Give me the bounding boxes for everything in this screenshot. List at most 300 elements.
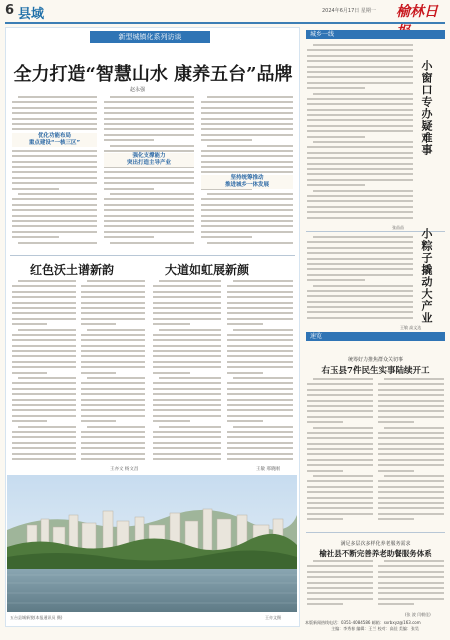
text-line bbox=[307, 295, 413, 297]
text-line bbox=[227, 323, 263, 325]
text-line bbox=[207, 145, 293, 147]
text-line bbox=[12, 150, 97, 152]
text-line bbox=[378, 389, 444, 391]
text-line bbox=[12, 302, 76, 304]
text-line bbox=[201, 215, 293, 217]
text-line bbox=[81, 312, 145, 314]
text-line bbox=[307, 157, 413, 159]
text-line bbox=[378, 400, 444, 402]
text-line bbox=[378, 443, 444, 445]
text-line bbox=[307, 405, 373, 407]
text-line bbox=[307, 410, 373, 412]
text-line bbox=[12, 345, 76, 347]
series-banner: 新型城镇化系列访谈 bbox=[90, 31, 210, 43]
story3-text-col-1 bbox=[153, 280, 221, 465]
text-line bbox=[227, 447, 293, 449]
text-line bbox=[227, 334, 293, 336]
text-line bbox=[81, 334, 145, 336]
text-line bbox=[153, 372, 190, 374]
text-line bbox=[307, 60, 413, 62]
text-line bbox=[201, 118, 293, 120]
text-line bbox=[378, 507, 444, 509]
brief1-kicker: 统筹好力推焦群众关切事 bbox=[347, 357, 403, 363]
text-line bbox=[307, 125, 413, 127]
text-line bbox=[378, 480, 444, 482]
text-line bbox=[201, 225, 293, 227]
text-line bbox=[12, 296, 76, 298]
text-line bbox=[313, 236, 413, 238]
text-line bbox=[81, 285, 145, 287]
text-line bbox=[307, 241, 413, 243]
text-line bbox=[153, 361, 221, 363]
text-line bbox=[18, 426, 76, 428]
brief2-kicker: 满足多层次多样化养老服务需求 bbox=[340, 541, 411, 547]
text-line bbox=[12, 107, 97, 109]
text-line bbox=[378, 416, 444, 418]
text-line bbox=[104, 215, 194, 217]
text-line bbox=[313, 427, 373, 429]
text-line bbox=[12, 388, 76, 390]
text-line bbox=[12, 339, 76, 341]
text-line bbox=[307, 247, 413, 249]
text-line bbox=[313, 141, 413, 143]
text-line bbox=[378, 448, 444, 450]
text-line bbox=[12, 123, 97, 125]
text-line bbox=[227, 372, 263, 374]
text-line bbox=[227, 296, 293, 298]
text-line bbox=[307, 163, 413, 165]
brief2-text-col-1 bbox=[307, 560, 373, 612]
text-line bbox=[153, 431, 221, 433]
text-line bbox=[12, 458, 76, 460]
text-line bbox=[12, 101, 97, 103]
text-line bbox=[307, 279, 365, 281]
brief1-text-col-1 bbox=[307, 378, 373, 528]
text-line bbox=[12, 188, 59, 190]
text-line bbox=[12, 128, 97, 130]
text-line bbox=[153, 355, 221, 357]
text-line bbox=[307, 513, 373, 515]
text-line bbox=[378, 464, 444, 466]
text-line bbox=[307, 173, 413, 175]
issue-date: 2024年6月17日 星期一 bbox=[322, 8, 376, 14]
text-line bbox=[307, 582, 373, 584]
text-line bbox=[233, 280, 293, 282]
text-line bbox=[378, 486, 444, 488]
text-line bbox=[384, 427, 444, 429]
text-line bbox=[153, 334, 221, 336]
text-line bbox=[104, 101, 194, 103]
text-line bbox=[12, 112, 97, 114]
text-line bbox=[201, 171, 293, 173]
text-line bbox=[201, 231, 293, 233]
text-line bbox=[307, 179, 413, 181]
text-line bbox=[153, 302, 221, 304]
text-line bbox=[104, 150, 194, 152]
text-line bbox=[12, 285, 76, 287]
text-line bbox=[12, 323, 47, 325]
text-line bbox=[153, 420, 190, 422]
text-line bbox=[12, 355, 76, 357]
text-line bbox=[153, 388, 221, 390]
text-line bbox=[18, 242, 97, 244]
text-line bbox=[110, 96, 194, 98]
page-number: 6 bbox=[5, 3, 15, 18]
text-line bbox=[307, 130, 413, 132]
text-line bbox=[227, 393, 293, 395]
text-line bbox=[307, 136, 365, 138]
text-line bbox=[12, 118, 97, 120]
text-line bbox=[307, 443, 373, 445]
text-line bbox=[104, 209, 194, 211]
brief1-headline[interactable]: 右玉县7件民生实事陆续开工 bbox=[321, 366, 430, 376]
text-line bbox=[153, 447, 221, 449]
text-line bbox=[378, 582, 444, 584]
text-line bbox=[81, 404, 145, 406]
text-line bbox=[81, 447, 145, 449]
text-line bbox=[307, 603, 343, 605]
subhead-layout: 优化功能布局 重点建设“一核三区” bbox=[12, 133, 97, 147]
text-line bbox=[207, 242, 293, 244]
text-line bbox=[227, 291, 293, 293]
text-line bbox=[307, 497, 373, 499]
text-line bbox=[201, 155, 293, 157]
text-line bbox=[227, 409, 293, 411]
text-line bbox=[378, 565, 444, 567]
text-line bbox=[313, 475, 373, 477]
text-line bbox=[307, 195, 413, 197]
text-line bbox=[104, 118, 194, 120]
text-line bbox=[12, 209, 97, 211]
text-line bbox=[307, 470, 343, 472]
text-line bbox=[104, 123, 194, 125]
text-line bbox=[378, 383, 444, 385]
text-line bbox=[153, 399, 221, 401]
text-line bbox=[201, 134, 293, 136]
text-line bbox=[201, 123, 293, 125]
text-line bbox=[104, 236, 154, 238]
text-line bbox=[307, 571, 373, 573]
text-line bbox=[12, 215, 97, 217]
text-line bbox=[12, 177, 97, 179]
text-line bbox=[307, 258, 413, 260]
text-line bbox=[201, 139, 252, 141]
text-line bbox=[307, 71, 413, 73]
text-line bbox=[12, 307, 76, 309]
right-story2-title[interactable]: 小粽子撬动大产业 bbox=[420, 228, 433, 324]
text-line bbox=[378, 459, 444, 461]
text-line bbox=[153, 345, 221, 347]
text-line bbox=[104, 231, 194, 233]
text-line bbox=[307, 152, 413, 154]
text-line bbox=[307, 206, 413, 208]
text-line bbox=[153, 307, 221, 309]
text-line bbox=[12, 361, 76, 363]
text-line bbox=[153, 458, 221, 460]
text-line bbox=[378, 491, 444, 493]
text-line bbox=[104, 225, 194, 227]
story-red-soil-title[interactable]: 红色沃土谱新韵 bbox=[30, 263, 115, 277]
text-line bbox=[227, 453, 293, 455]
briefs-header bbox=[306, 332, 445, 341]
text-line bbox=[81, 458, 145, 460]
text-line bbox=[227, 361, 293, 363]
section-divider bbox=[10, 255, 295, 256]
story-road-title[interactable]: 大道如虹展新颜 bbox=[165, 263, 250, 277]
text-line bbox=[307, 491, 373, 493]
text-line bbox=[307, 437, 373, 439]
story2-text-col-2 bbox=[81, 280, 145, 465]
text-line bbox=[104, 112, 194, 114]
text-line bbox=[153, 291, 221, 293]
text-line bbox=[201, 128, 293, 130]
text-line bbox=[227, 302, 293, 304]
text-line bbox=[307, 109, 413, 111]
text-line bbox=[104, 177, 194, 179]
text-line bbox=[81, 436, 145, 438]
text-line bbox=[378, 410, 444, 412]
text-line bbox=[12, 220, 97, 222]
text-line bbox=[104, 220, 194, 222]
text-line bbox=[104, 139, 154, 141]
page-footer bbox=[305, 620, 445, 632]
text-line bbox=[307, 168, 413, 170]
right-story1-author: 张苗苗 bbox=[392, 225, 404, 230]
text-line bbox=[227, 350, 293, 352]
text-line bbox=[307, 98, 413, 100]
text-line bbox=[227, 399, 293, 401]
text-line bbox=[378, 394, 444, 396]
text-line bbox=[227, 355, 293, 357]
photo-credit: 王亦文摄 bbox=[265, 615, 281, 620]
text-line bbox=[81, 302, 145, 304]
text-line bbox=[12, 453, 76, 455]
brief2-text-col-2 bbox=[378, 560, 444, 612]
text-line bbox=[87, 329, 145, 331]
text-line bbox=[87, 377, 145, 379]
text-line bbox=[227, 420, 263, 422]
text-line bbox=[227, 431, 293, 433]
text-line bbox=[153, 350, 221, 352]
text-line bbox=[12, 166, 97, 168]
right-story1-text bbox=[307, 44, 413, 224]
text-line bbox=[12, 420, 47, 422]
text-line bbox=[12, 171, 97, 173]
text-line bbox=[307, 389, 373, 391]
text-line bbox=[81, 409, 145, 411]
text-line bbox=[378, 502, 444, 504]
text-line bbox=[153, 296, 221, 298]
text-line bbox=[307, 464, 373, 466]
text-line bbox=[153, 404, 221, 406]
text-line bbox=[201, 166, 293, 168]
text-line bbox=[81, 431, 145, 433]
text-line bbox=[81, 399, 145, 401]
text-line bbox=[201, 209, 293, 211]
text-line bbox=[81, 355, 145, 357]
text-line bbox=[153, 285, 221, 287]
text-line bbox=[313, 285, 413, 287]
text-line bbox=[104, 204, 194, 206]
text-line bbox=[307, 400, 373, 402]
text-line bbox=[12, 161, 97, 163]
text-line bbox=[227, 436, 293, 438]
text-line bbox=[104, 128, 194, 130]
text-line bbox=[201, 198, 293, 200]
text-line bbox=[307, 416, 373, 418]
text-line bbox=[378, 497, 444, 499]
right-section-header bbox=[306, 30, 445, 39]
text-line bbox=[110, 242, 194, 244]
text-line bbox=[307, 480, 373, 482]
text-line bbox=[12, 198, 97, 200]
section-name: 县域 bbox=[18, 7, 45, 22]
text-line bbox=[110, 193, 194, 195]
text-line bbox=[201, 204, 293, 206]
text-line bbox=[313, 44, 413, 46]
text-line bbox=[378, 453, 444, 455]
text-line bbox=[18, 193, 97, 195]
text-line bbox=[378, 470, 414, 472]
text-line bbox=[12, 399, 76, 401]
text-line bbox=[12, 291, 76, 293]
text-line bbox=[307, 217, 413, 219]
text-line bbox=[307, 394, 373, 396]
right-story2-text bbox=[307, 236, 413, 326]
text-line bbox=[378, 592, 444, 594]
text-line bbox=[307, 252, 413, 254]
lead-text-col-2 bbox=[104, 96, 194, 251]
text-line bbox=[227, 366, 293, 368]
text-line bbox=[227, 458, 293, 460]
photo-caption: 五台县城新貌(本报通讯员 摄) bbox=[10, 615, 63, 620]
text-line bbox=[307, 453, 373, 455]
text-line bbox=[81, 339, 145, 341]
text-line bbox=[104, 107, 194, 109]
text-line bbox=[233, 329, 293, 331]
text-line bbox=[207, 193, 293, 195]
text-line bbox=[153, 436, 221, 438]
city-photo[interactable] bbox=[7, 475, 297, 612]
text-line bbox=[81, 382, 145, 384]
brief2-headline[interactable]: 榆社县不断完善养老助餐服务体系 bbox=[319, 549, 432, 558]
text-line bbox=[12, 366, 76, 368]
text-line bbox=[201, 161, 293, 163]
story3-author: 王敏 邢晓刚 bbox=[256, 467, 280, 472]
text-line bbox=[307, 200, 413, 202]
text-line bbox=[159, 426, 221, 428]
briefs-title: 速览 bbox=[310, 333, 323, 340]
text-line bbox=[307, 448, 373, 450]
text-line bbox=[104, 188, 154, 190]
text-line bbox=[81, 323, 116, 325]
text-line bbox=[313, 190, 413, 192]
text-line bbox=[153, 442, 221, 444]
text-line bbox=[307, 55, 413, 57]
text-line bbox=[378, 571, 444, 573]
text-line bbox=[378, 405, 444, 407]
text-line bbox=[159, 280, 221, 282]
text-line bbox=[87, 426, 145, 428]
text-line bbox=[12, 447, 76, 449]
text-line bbox=[227, 318, 293, 320]
text-line bbox=[18, 329, 76, 331]
text-line bbox=[201, 220, 293, 222]
subhead-industry: 强化支撑能力 突出打造主导产业 bbox=[104, 153, 194, 167]
text-line bbox=[313, 93, 413, 95]
text-line bbox=[378, 513, 444, 515]
text-line bbox=[227, 404, 293, 406]
lead-byline: 赵永强 bbox=[130, 87, 146, 93]
text-line bbox=[227, 312, 293, 314]
text-line bbox=[81, 307, 145, 309]
text-line bbox=[81, 296, 145, 298]
text-line bbox=[104, 198, 194, 200]
text-line bbox=[307, 49, 413, 51]
right-story1-title[interactable]: 小窗口专办疑难事 bbox=[420, 60, 433, 156]
text-line bbox=[233, 377, 293, 379]
text-line bbox=[153, 366, 221, 368]
text-line bbox=[12, 225, 97, 227]
text-line bbox=[12, 236, 59, 238]
text-line bbox=[307, 146, 413, 148]
text-line bbox=[201, 107, 293, 109]
text-line bbox=[153, 312, 221, 314]
text-line bbox=[18, 377, 76, 379]
text-line bbox=[12, 436, 76, 438]
text-line bbox=[12, 372, 47, 374]
text-line bbox=[378, 587, 444, 589]
text-line bbox=[378, 603, 414, 605]
text-line bbox=[81, 361, 145, 363]
text-line bbox=[81, 393, 145, 395]
text-line bbox=[384, 475, 444, 477]
text-line bbox=[81, 420, 116, 422]
text-line bbox=[201, 112, 293, 114]
text-line bbox=[307, 507, 373, 509]
text-line bbox=[153, 415, 221, 417]
lead-text-col-3 bbox=[201, 96, 293, 251]
text-line bbox=[227, 345, 293, 347]
text-line bbox=[12, 442, 76, 444]
text-line bbox=[307, 263, 413, 265]
text-line bbox=[307, 518, 343, 520]
text-line bbox=[153, 409, 221, 411]
text-line bbox=[81, 388, 145, 390]
text-line bbox=[81, 372, 116, 374]
text-line bbox=[307, 576, 373, 578]
text-line bbox=[307, 211, 413, 213]
text-line bbox=[307, 587, 373, 589]
text-line bbox=[159, 329, 221, 331]
text-line bbox=[307, 311, 413, 313]
text-line bbox=[81, 366, 145, 368]
city-photo-image bbox=[7, 475, 297, 612]
text-line bbox=[104, 171, 194, 173]
text-line bbox=[227, 382, 293, 384]
text-line bbox=[153, 339, 221, 341]
text-line bbox=[104, 182, 194, 184]
text-line bbox=[378, 598, 444, 600]
text-line bbox=[201, 150, 293, 152]
text-line bbox=[307, 87, 365, 89]
text-line bbox=[378, 437, 444, 439]
text-line bbox=[104, 134, 194, 136]
text-line bbox=[307, 502, 373, 504]
text-line bbox=[227, 285, 293, 287]
text-line bbox=[307, 598, 373, 600]
lead-headline[interactable]: 全力打造“智慧山水 康养五台”品牌 bbox=[13, 64, 293, 85]
